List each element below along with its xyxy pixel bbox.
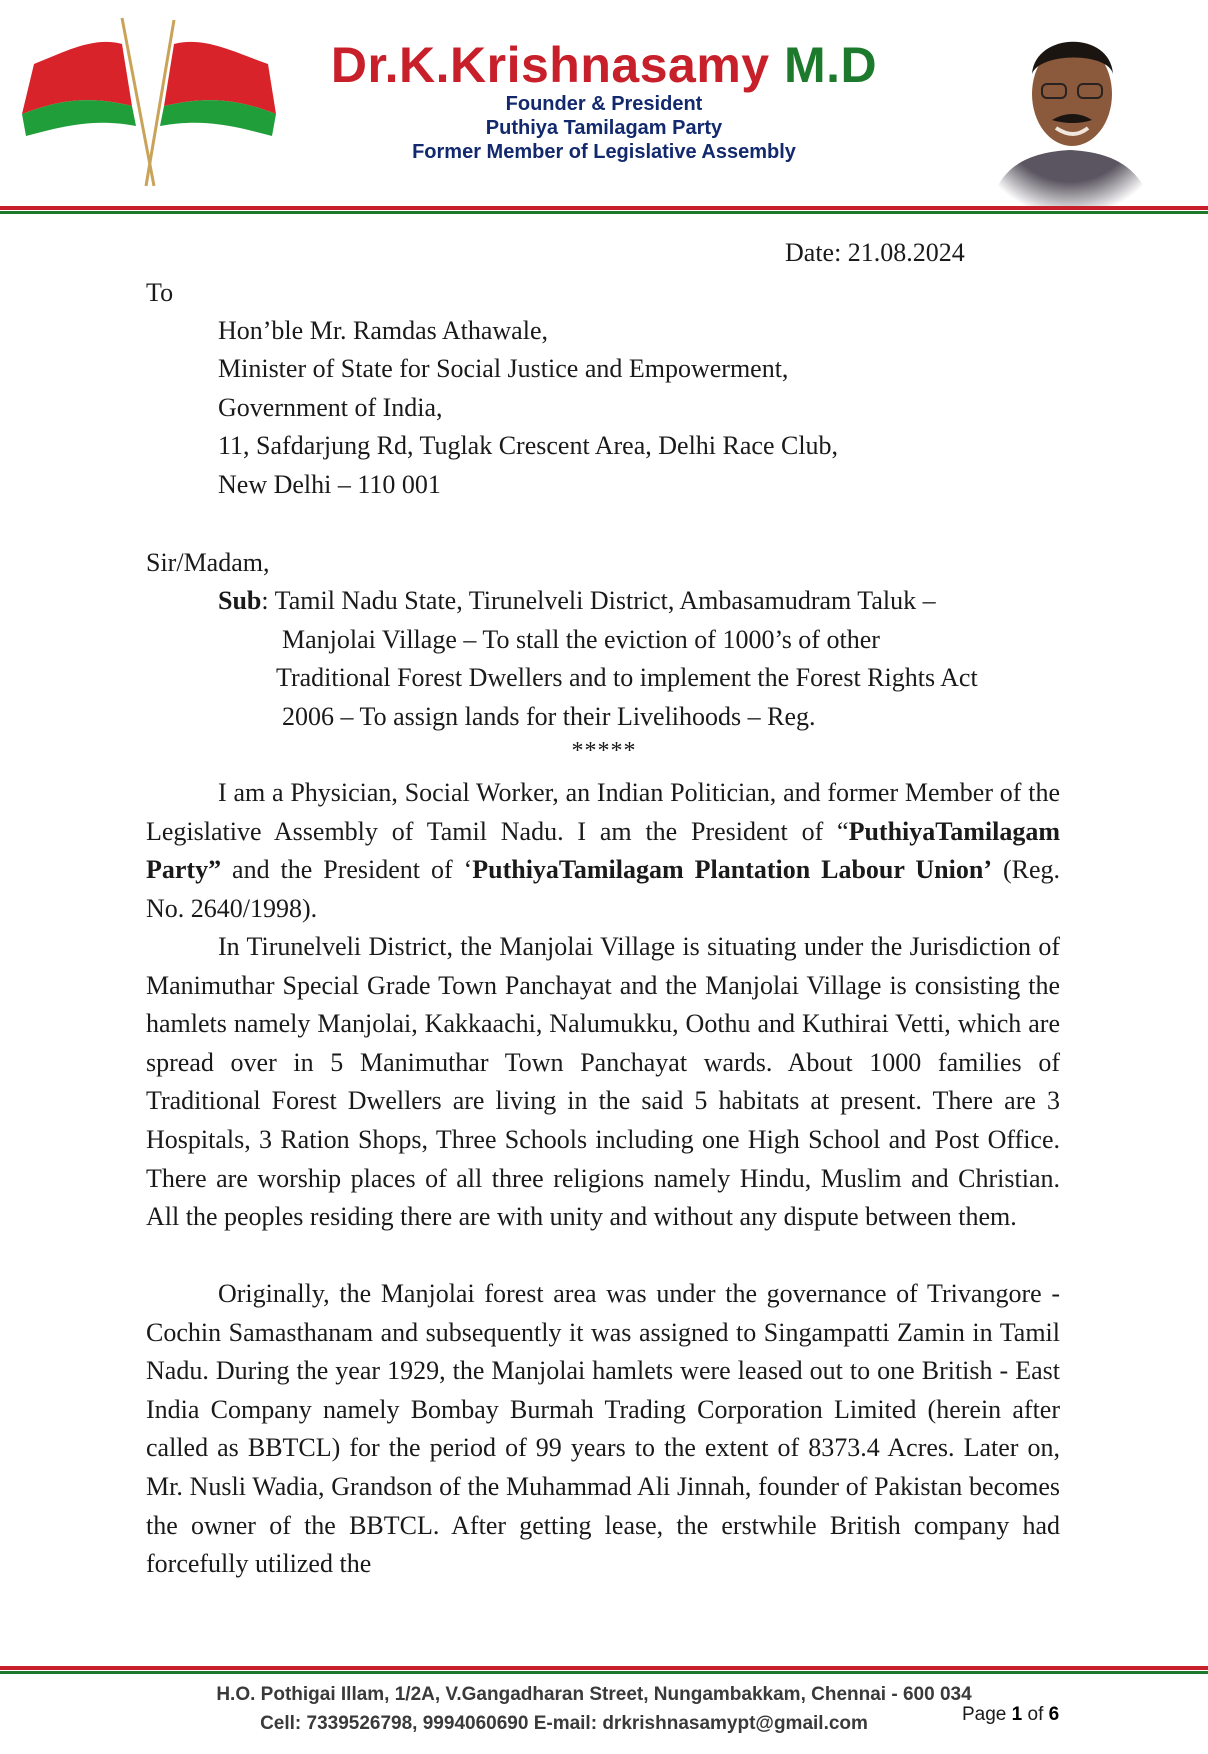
paragraph-introduction: [146, 774, 1060, 928]
page-total: 6: [1048, 1704, 1060, 1725]
to-label: To: [146, 278, 174, 307]
letterhead-former-role: Former Member of Legislative Assembly: [412, 141, 796, 163]
page-current: 1: [1011, 1704, 1023, 1725]
portrait-photo: [980, 12, 1160, 207]
address-line: Minister of State for Social Justice and Empowerment,: [218, 354, 789, 383]
para-text: and the President of ‘: [221, 855, 473, 885]
subject-text: : Tamil Nadu State, Tirunelveli District, Ambasamudram Taluk –: [261, 586, 936, 615]
para-text: I am a Physician, Social Worker, an Indian Politician, and former Member of the Legislative Assembly of Tamil Nadu. I am the President of “: [146, 778, 1060, 846]
letterhead-party: Puthiya Tamilagam Party: [485, 117, 723, 139]
para-text: (Reg. No. 2640/1998).: [146, 855, 1060, 923]
letterhead-name-main: Dr.K.Krishnasamy: [330, 37, 770, 93]
subject-label: Sub: [218, 586, 262, 615]
address-line: Hon’ble Mr. Ramdas Athawale,: [218, 316, 548, 345]
page-prefix: Page: [962, 1704, 1012, 1725]
subject-line: Manjolai Village – To stall the eviction of 1000’s of other: [282, 625, 880, 654]
page-of: of: [1022, 1704, 1049, 1725]
subject-line: Traditional Forest Dwellers and to implement the Forest Rights Act: [276, 663, 978, 692]
paragraph-manjolai-village: [146, 928, 1060, 1237]
header-rule-red: [0, 206, 1208, 210]
page-number: [962, 1704, 1059, 1726]
para-text: Originally, the Manjolai forest area was under the governance of Trivangore - Cochin Samasthanam and subsequently it was assigned to Singampatti Zamin in Tamil Nadu. During the year 1929, the Manjolai hamlets were leased out to one British - East India Company namely Bombay Burmah Trading Corporation Limited (herein after called as BBTCL) for the period of 99 years to the extent of 8373.4 Acres. Later on, Mr. Nusli Wadia, Grandson of the Muhammad Ali Jinnah, founder of Pakistan becomes the owner of the BBTCL. After getting lease, the erstwhile British company had forcefully utilized the: [146, 1279, 1060, 1579]
subject-line: 2006 – To assign lands for their Livelihoods – Reg.: [282, 702, 816, 731]
address-line: 11, Safdarjung Rd, Tuglak Crescent Area, Delhi Race Club,: [218, 431, 839, 460]
union-name: PuthiyaTamilagam Plantation Labour Union’: [472, 855, 992, 885]
letterhead: [0, 0, 1208, 210]
address-line: Government of India,: [218, 393, 443, 422]
letterhead-title: Founder & President: [505, 93, 703, 115]
party-name: PuthiyaTamilagam Party”: [146, 816, 1060, 885]
footer-rule-green: [0, 1671, 1208, 1674]
para-text: In Tirunelveli District, the Manjolai Village is situating under the Jurisdiction of Manimuthar Special Grade Town Panchayat and the Manjolai Village is consisting the hamlets namely Manjolai, Kakkaachi, Nalumukku, Oothu and Kuthirai Vetti, which are spread over in 5 Manimuthar Town Panchayat wards. About 1000 families of Traditional Forest Dwellers are living in the said 5 habitats at present. There are 3 Hospitals, 3 Ration Shops, Three Schools including one High School and Post Office. There are worship places of all three religions namely Hindu, Muslim and Christian. All the peoples residing there are with unity and without any dispute between them.: [146, 932, 1060, 1232]
footer-rule-red: [0, 1666, 1208, 1670]
subject-line: [218, 586, 936, 616]
section-separator: *****: [571, 738, 637, 764]
header-rule-green: [0, 211, 1208, 214]
letterhead-name-degree: M.D: [769, 37, 878, 93]
paragraph-history: [146, 1275, 1060, 1584]
salutation: Sir/Madam,: [146, 548, 270, 577]
letter-date: Date: 21.08.2024: [785, 238, 965, 267]
footer-address: H.O. Pothigai Illam, 1/2A, V.Gangadharan Street, Nungambakkam, Chennai - 600 034: [216, 1684, 972, 1705]
footer-contact: Cell: 7339526798, 9994060690 E-mail: drkrishnasamypt@gmail.com: [260, 1713, 868, 1734]
address-line: New Delhi – 110 001: [218, 470, 441, 499]
